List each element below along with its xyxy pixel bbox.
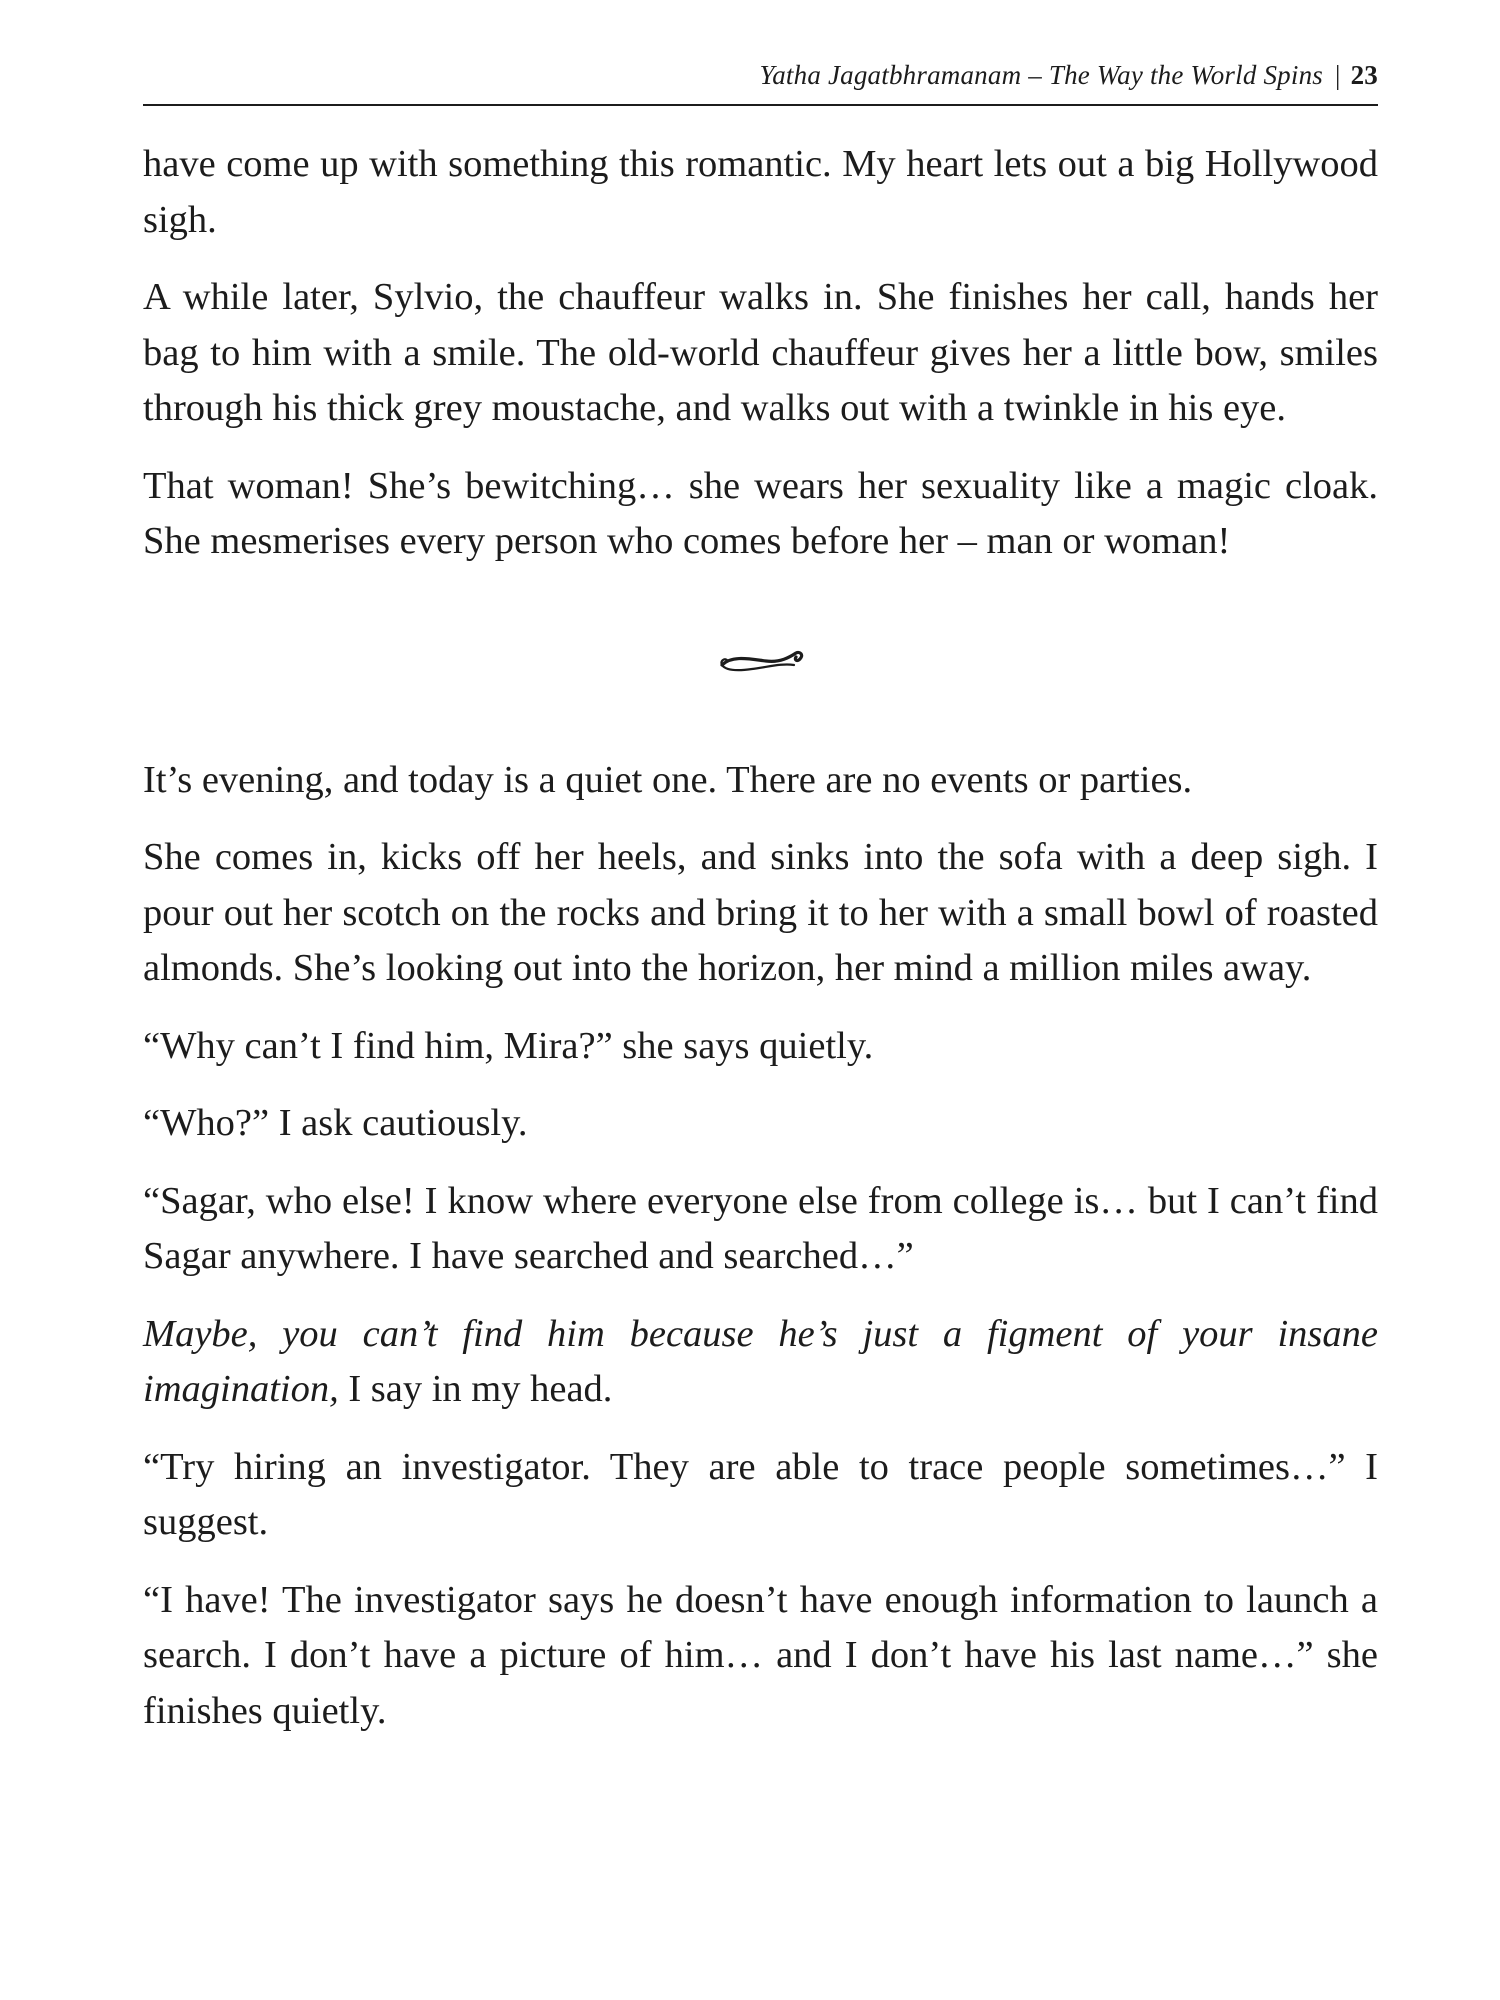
running-title: Yatha Jagatbhramanam – The Way the World Spins [759, 60, 1323, 90]
paragraph: “I have! The investigator says he doesn’t have enough information to launch a search. I don’t have a picture of him… and I don’t have his last name…” she finishes quietly. [143, 1578, 1378, 1732]
header-separator: | [1334, 60, 1341, 90]
inner-thought-text: Maybe, you can’t find him because he’s just a figment of your insane imagination, [143, 1312, 1378, 1410]
paragraph: “Who?” I ask cautiously. [143, 1102, 528, 1144]
header-rule [143, 104, 1378, 106]
paragraph: She comes in, kicks off her heels, and sinks into the sofa with a deep sigh. I pour out her scotch on the rocks and bring it to her with a small bowl of roasted almonds. She’s looking out into the horizon, her mind a million miles away. [143, 836, 1378, 989]
paragraph: “Why can’t I find him, Mira?” she says quietly. [143, 1024, 874, 1067]
paragraph-tail: I say in my head. [338, 1368, 613, 1410]
paragraph: A while later, Sylvio, the chauffeur walks in. She finishes her call, hands her bag to him with a smile. The old-world chauffeur gives her a little bow, smiles through his thick grey moustache, and walks out with a twinkle in his eye. [143, 276, 1378, 429]
running-header [143, 60, 1378, 91]
section-divider [143, 643, 1378, 683]
paragraph: “Try hiring an investigator. They are able to trace people sometimes…” I suggest. [143, 1445, 1378, 1543]
paragraph: That woman! She’s bewitching… she wears her sexuality like a magic cloak. She mesmerises every person who comes before her – man or woman! [143, 464, 1378, 562]
paragraph: “Sagar, who else! I know where everyone else from college is… but I can’t find Sagar anywhere. I have searched and searched…” [143, 1179, 1378, 1277]
book-page [143, 0, 1378, 2000]
flourish-ornament-icon [716, 643, 806, 683]
paragraph [143, 1307, 1378, 1418]
paragraph: have come up with something this romantic. My heart lets out a big Hollywood sigh. [143, 143, 1378, 241]
body-text [143, 137, 1378, 1761]
paragraph: It’s evening, and today is a quiet one. There are no events or parties. [143, 758, 1193, 801]
page-number: 23 [1350, 60, 1378, 90]
